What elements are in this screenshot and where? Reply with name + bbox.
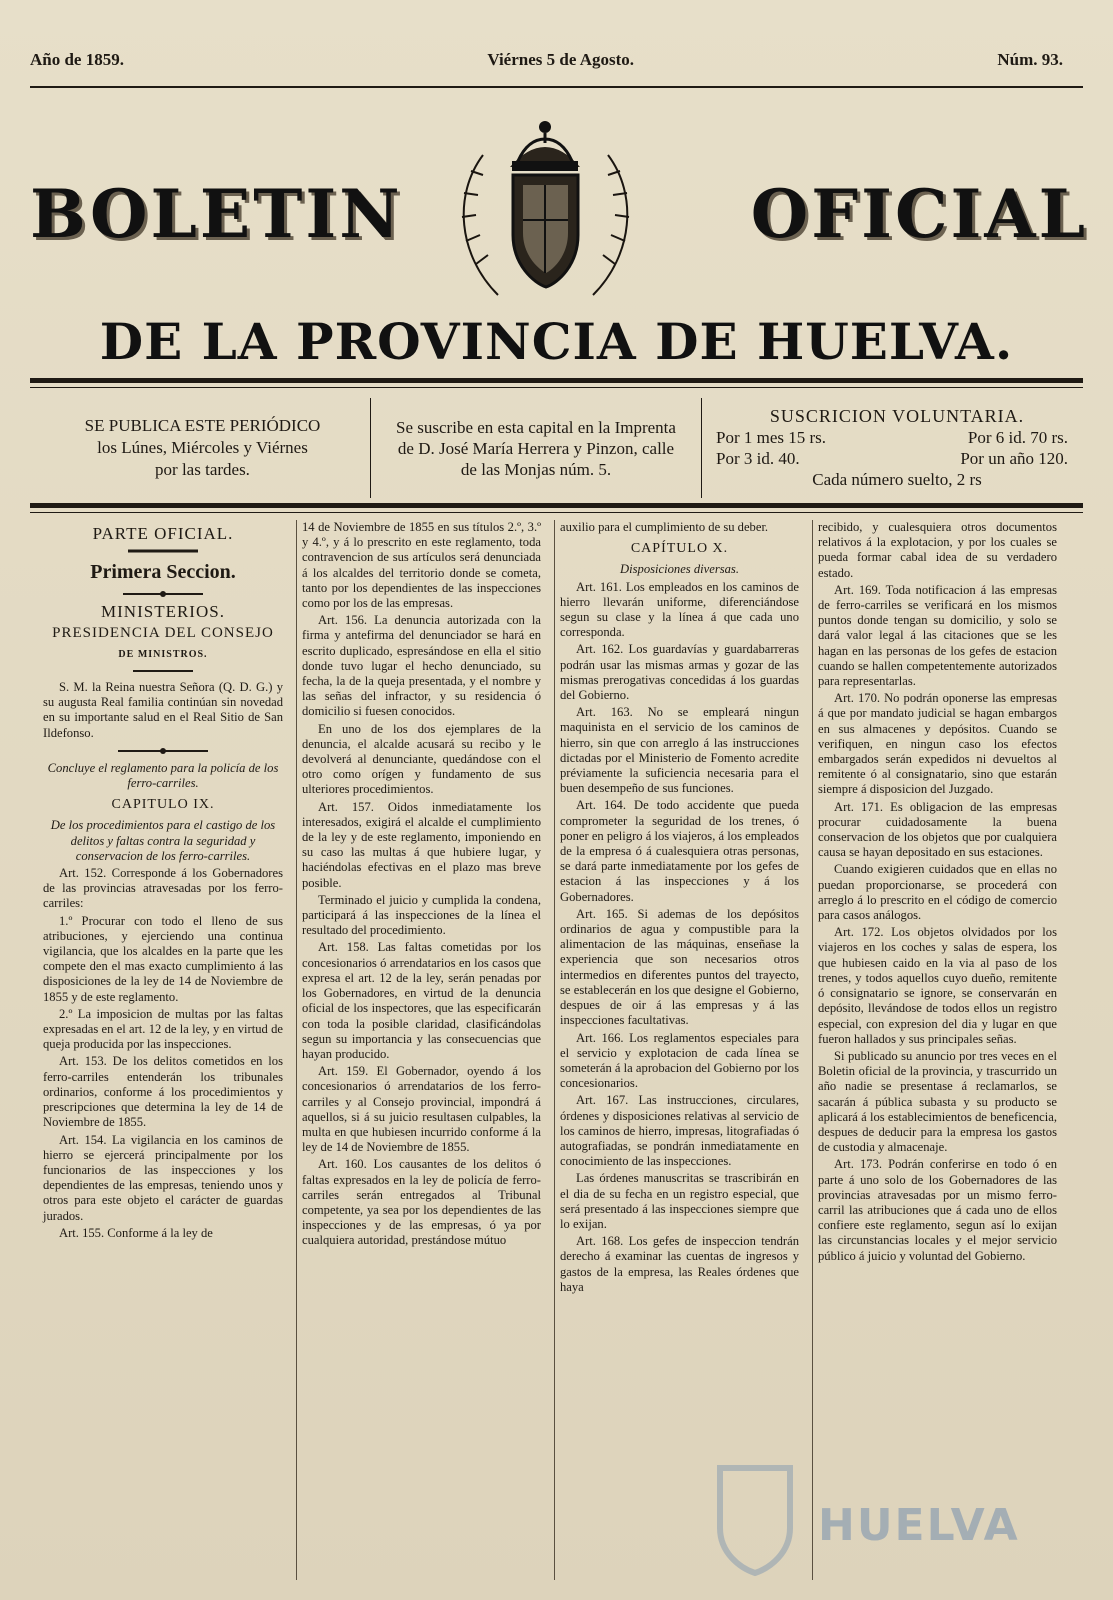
article-paragraph: 2.º La imposicion de multas por las faltas expresadas en el art. 12 de la ley, y en virtud de queja producida por las inspecciones. bbox=[43, 1006, 283, 1052]
article-paragraph: Art. 164. De todo accidente que pueda comprometer la seguridad de los trenes, ó poner en peligro á los viajeros, á los empleados de la empresa ó á cualesquiera otras personas, se dará parte inmediatamente por los gefes de estacion á las inspecciones y á los Gobernadores. bbox=[560, 798, 799, 904]
price-row bbox=[716, 427, 1078, 448]
article-paragraph: Las órdenes manuscritas se trascribirán en el dia de su fecha en un registro especial, que será presentado á las inspecciones siempre que lo exijan. bbox=[560, 1171, 799, 1231]
ornament-divider-icon bbox=[133, 668, 193, 674]
paragraph: S. M. la Reina nuestra Señora (Q. D. G.) y su augusta Real familia continúan sin novedad en su importante salud en el Real Sitio de San Ildefonso. bbox=[43, 680, 283, 740]
publish-line-1: SE PUBLICA ESTE PERIÓDICO bbox=[84, 416, 321, 435]
paragraph: auxilio para el cumplimiento de su deber. bbox=[560, 520, 769, 534]
issue-year: Año de 1859. bbox=[30, 50, 124, 69]
article-paragraph: Art. 160. Los causantes de los delitos ó faltas expresados en la ley de policía de ferro-carriles serán entregados al Tribunal competente, ya sea por los dependientes de las inspecciones y de las empresas, ó ya por cualquiera autoridad, prestándose mútuo bbox=[302, 1157, 541, 1248]
subheading: Concluye el reglamento para la policía de los ferro-carriles. bbox=[47, 760, 279, 791]
article-paragraph: Art. 157. Oidos inmediatamente los interesados, exigirá el alcalde el cumplimiento de la ley y de este reglamento, imponiendo en su caso las multas á que hubiere lugar, y haciéndolas efectivas en el plazo mas breve posible. bbox=[302, 799, 541, 890]
paragraph: 14 de Noviembre de 1855 en sus títulos 2.º, 3.º y 4.º, y á lo prescrito en este reglamento, toda contravencion de sus artículos será denunciada á los alcaldes del territorio donde se cometa, tanto por los dependientes de las inspecciones como por los de las empresas. bbox=[302, 520, 541, 611]
prices-title: SUSCRICION VOLUNTARIA. bbox=[769, 406, 1025, 426]
article-paragraph: Art. 152. Corresponde á los Gobernadores de las provincias atravesadas por los ferro-carriles: bbox=[43, 866, 283, 911]
ornament-divider-icon bbox=[118, 747, 208, 755]
article-paragraph: Art. 153. De los delitos cometidos en los ferro-carriles entenderán los tribunales ordinarios, conforme á los procedimientos y prescripciones que determina la ley de 14 de Noviembre de 1855. bbox=[43, 1054, 283, 1130]
info-rule-thick bbox=[30, 503, 1083, 508]
subscribe-line-2: de D. José María Herrera y Pinzon, calle bbox=[397, 438, 675, 458]
article-paragraph: Art. 154. La vigilancia en los caminos de hierro se ejercerá principalmente por los funcionarios de las inspecciones y los dependientes de las empresas, teniendo unos y otros para este objeto el carácter de guardas jurados. bbox=[43, 1132, 283, 1223]
subscription-location bbox=[370, 398, 702, 498]
article-paragraph: Art. 163. No se empleará ningun maquinista en el servicio de los caminos de hierro, sin que con arreglo á las instrucciones dictadas por el Ministerio de Fomento acredite préviamente la suficiencia necesaria para el buen desempeño de sus funciones. bbox=[560, 705, 799, 796]
price-3-months: Por 3 id. 40. bbox=[716, 449, 800, 468]
article-paragraph: Art. 170. No podrán oponerse las empresas á que por mandato judicial se hagan embargos en sus almacenes y depósitos. Cuando se verifiquen, en ningun caso los efectos embargados serán expedidos ni devueltos al remitente ó al consignatario, sino que estarán siempre á disposicion del Juzgado. bbox=[818, 691, 1057, 797]
ministros-subheading: DE MINISTROS. bbox=[118, 648, 208, 660]
price-6-months: Por 6 id. 70 rs. bbox=[967, 428, 1068, 447]
price-1-month: Por 1 mes 15 rs. bbox=[716, 428, 827, 447]
subscribe-line-1: Se suscribe en esta capital en la Imprenta bbox=[396, 417, 676, 437]
article-paragraph: En uno de los dos ejemplares de la denuncia, el alcalde acusará su recibo y le devolverá al denunciante, quedándose con el otro como orígen y fundamento de sus ulteriores procedimientos. bbox=[302, 721, 541, 797]
article-paragraph: Art. 156. La denuncia autorizada con la firma y antefirma del denunciador se hará en escrito duplicado, espresándose en ella el sitio donde tuvo lugar el hecho denunciado, su fecha, la de la queja presentada, y el nombre y las señas del infractor, y su residencia ó domicilio si fuesen conocidos. bbox=[302, 613, 541, 719]
article-paragraph: Cuando exigieren cuidados que en ellas no puedan proporcionarse, se procederá con arreglo á lo prescrito en el código de comercio para casos análogos. bbox=[818, 862, 1057, 923]
section-title: Primera Seccion. bbox=[90, 561, 236, 584]
column-3 bbox=[554, 520, 804, 1580]
issue-date: Viérnes 5 de Agosto. bbox=[487, 50, 635, 69]
subscription-info bbox=[35, 398, 1078, 498]
article-paragraph: Art. 162. Los guardavías y guardabarreras podrán usar las mismas armas y gozar de las mismas prerogativas concedidas á los guardas del Gobierno. bbox=[560, 642, 799, 703]
coat-of-arms-icon bbox=[438, 105, 653, 305]
publication-schedule bbox=[35, 398, 370, 498]
paragraph: recibido, y cualesquiera otros documentos relativos á la explotacion, y por los cuales se pueda formar cabal idea de su verdadero estado. bbox=[818, 520, 1057, 580]
publish-line-3: por las tardes. bbox=[155, 460, 250, 479]
masthead-rule-thick bbox=[30, 378, 1083, 383]
masthead-subtitle: DE LA PROVINCIA DE HUELVA. bbox=[99, 312, 1014, 371]
publish-line-2: los Lúnes, Miércoles y Viérnes bbox=[97, 438, 308, 457]
subscription-prices bbox=[702, 398, 1078, 498]
masthead-word-left: BOLETIN bbox=[30, 175, 403, 253]
article-paragraph: Art. 167. Las instrucciones, circulares, órdenes y disposiciones relativas al servicio de los caminos de hierro, impresas, litografiadas ó autografiadas, se pondrán inmediatamente en conocimiento de las inspecciones. bbox=[560, 1093, 799, 1169]
watermark-text: HUELVA bbox=[818, 1500, 1020, 1551]
presidencia-heading: PRESIDENCIA DEL CONSEJO bbox=[52, 624, 274, 641]
column-2 bbox=[296, 520, 546, 1580]
article-paragraph: Art. 169. Toda notificacion á las empresas de ferro-carriles se verificará en los mismos puntos donde tengan su domicilio, y solo se dará valor legal á las citaciones que se les hagan en las personas de los gefes de estacion cuando se hallen competentemente autorizados para representarlas. bbox=[818, 582, 1057, 689]
price-row bbox=[716, 448, 1078, 469]
article-paragraph: Terminado el juicio y cumplida la condena, participará á las inspecciones de la línea el resultado del procedimiento. bbox=[302, 892, 541, 938]
masthead bbox=[20, 105, 1093, 320]
article-paragraph: Art. 165. Si ademas de los depósitos ordinarios de agua y compustible para la alimentacion de las máquinas, enseñase la experiencia que son necesarios otros intermedios en diferentes puntos del trayecto, se establecerán en los que designe el Gobierno, despues de oir á las empresas y á las inspecciones facultativas. bbox=[560, 906, 799, 1028]
article-paragraph: Art. 155. Conforme á la ley de bbox=[59, 1225, 213, 1240]
chapter-heading: CAPÍTULO X. bbox=[630, 541, 729, 557]
ornament-divider-icon bbox=[128, 547, 198, 555]
article-paragraph: Art. 171. Es obligacion de las empresas procurar cuidadosamente la buena conservacion de los objetos que por cualquiera causa se hayan depositado en sus estaciones. bbox=[818, 799, 1057, 860]
section-heading: PARTE OFICIAL. bbox=[92, 524, 234, 543]
article-paragraph: Art. 159. El Gobernador, oyendo á los concesionarios ó arrendatarios de los ferro-carriles y al Consejo provincial, impondrá á aquellos, si á su juicio resultasen culpables, la multa en que hubiesen incurrido conforme á la ley de 14 de Noviembre de 1855. bbox=[302, 1064, 541, 1155]
column-4 bbox=[812, 520, 1062, 1580]
price-single-issue: Cada número suelto, 2 rs bbox=[812, 470, 982, 489]
article-paragraph: Art. 158. Las faltas cometidas por los concesionarios ó arrendatarios en los casos que expresa el art. 12 de la ley, serán penadas por los Gobernadores, en virtud de la denuncia oficial de los inspectores, que las especificarán con toda la posible claridad, clasificándolas segun su importancia y las consecuencias que hayan producido. bbox=[302, 940, 541, 1061]
article-paragraph: Art. 166. Los reglamentos especiales para el servicio y explotacion de cada línea se someterán á la aprobacion del Gobierno por los concesionarios. bbox=[560, 1030, 799, 1091]
article-paragraph: Art. 161. Los empleados en los caminos de hierro llevarán uniforme, diferenciándose segun su clase y la línea á que cada uno corresponda. bbox=[560, 579, 799, 640]
info-rule-thin bbox=[30, 512, 1083, 513]
masthead-rule-thin bbox=[30, 387, 1083, 388]
subscribe-line-3: de las Monjas núm. 5. bbox=[460, 459, 612, 479]
issue-number: Núm. 93. bbox=[997, 50, 1063, 69]
header-line bbox=[30, 42, 1063, 78]
chapter-title: De los procedimientos para el castigo de los delitos y faltas contra la seguridad y conservacion de los ferro-carriles. bbox=[50, 818, 276, 863]
article-paragraph: Art. 168. Los gefes de inspeccion tendrán derecho á examinar las cuentas de ingresos y gastos de la empresa, las Reales órdenes que haya bbox=[560, 1234, 799, 1294]
article-paragraph: Si publicado su anuncio por tres veces en el Boletin oficial de la provincia, y trascurrido un año nadie se presentase á reclamarlos, se sacarán á pública subasta y su producto se aplicará á los establecimientos de beneficencia, despues de deducir para la empresa los gastos de custodia y almacenaje. bbox=[818, 1048, 1057, 1155]
column-1 bbox=[38, 520, 288, 1580]
article-columns bbox=[38, 520, 1080, 1580]
ornament-divider-icon bbox=[123, 590, 203, 598]
ministerios-heading: MINISTERIOS. bbox=[101, 602, 225, 622]
header-rule bbox=[30, 86, 1083, 88]
masthead-word-right: OFICIAL bbox=[750, 175, 1088, 253]
chapter-title: Disposiciones diversas. bbox=[620, 562, 739, 577]
article-paragraph: Art. 173. Podrán conferirse en todo ó en parte á uno solo de los Gobernadores de las provincias atravesadas por un mismo ferro-carril las atribuciones que á cada uno de ellos confiere este reglamento, segun así lo exijan las circunstancias locales y el mejor servicio público á juicio y voluntad del Gobierno. bbox=[818, 1157, 1057, 1263]
article-paragraph: 1.º Procurar con todo el lleno de sus atribuciones, y ejerciendo una continua vigilancia, que los alcaldes en la parte que les compete den el mas exacto cumplimiento á las disposiciones de la ley de 14 de Noviembre de 1855 y de este reglamento. bbox=[43, 913, 283, 1004]
chapter-heading: CAPITULO IX. bbox=[111, 797, 215, 813]
price-1-year: Por un año 120. bbox=[960, 449, 1068, 468]
article-paragraph: Art. 172. Los objetos olvidados por los viajeros en los coches y salas de espera, los que hubiesen caido en la via al paso de los trenes, y todos aquellos cuyo dueño, remitente ó consignatario se ignore, se conservarán en depósito, llevándose de todos ellos un registro especial, con expresion del dia y lugar en que fueron hallados y sus principales señas. bbox=[818, 925, 1057, 1046]
